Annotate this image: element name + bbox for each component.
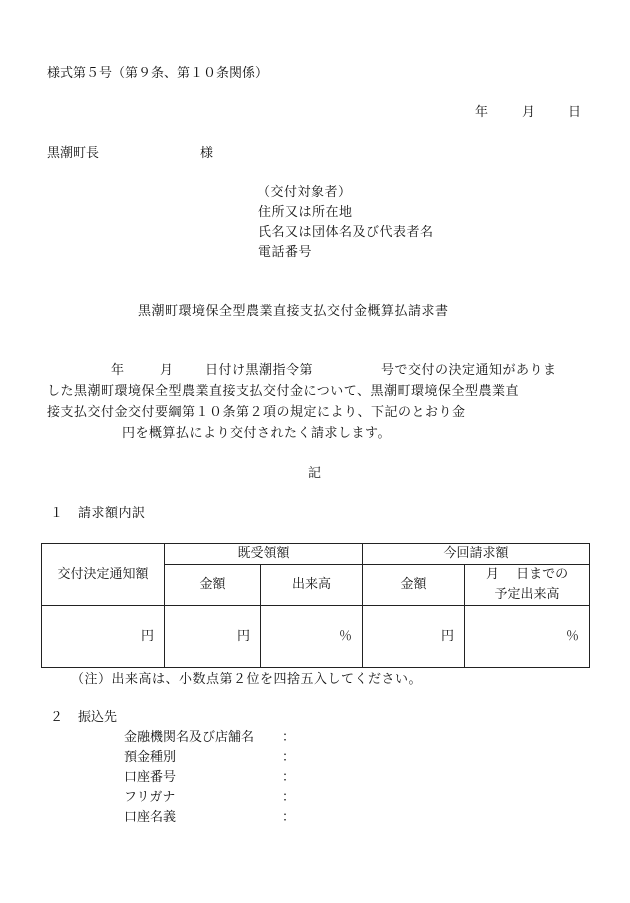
header-current-amount: 金額	[363, 565, 465, 606]
ki-heading: 記	[308, 466, 322, 481]
applicant-title: （交付対象者）	[257, 185, 352, 200]
furigana-colon: ：	[282, 790, 296, 805]
date-day: 日	[568, 105, 582, 120]
date-month: 月	[522, 105, 536, 120]
applicant-address-label: 住所又は所在地	[258, 205, 353, 220]
account-number-label: 口座番号	[124, 770, 177, 785]
cell-received-percent[interactable]: ％	[261, 606, 363, 668]
document-title: 黒潮町環境保全型農業直接支払交付金概算払請求書	[138, 304, 449, 319]
body-line4: 円を概算払により交付されたく請求します。	[122, 426, 391, 441]
applicant-phone-label: 電話番号	[258, 245, 313, 260]
section1-title: 請求額内訳	[78, 506, 146, 521]
header-current: 今回請求額	[363, 544, 590, 565]
body-month: 月	[160, 363, 174, 378]
account-number-row	[124, 769, 304, 786]
section1-number: １	[50, 506, 64, 521]
addressee-name: 黒潮町長	[47, 146, 100, 161]
cell-planned-percent[interactable]: ％	[465, 606, 590, 668]
account-holder-row	[124, 809, 304, 826]
header-decision-amount: 交付決定通知額	[42, 544, 165, 606]
deposit-type-label: 預金種別	[124, 750, 177, 765]
furigana-label: フリガナ	[124, 790, 176, 805]
form-number: 様式第５号（第９条、第１０条関係）	[47, 66, 269, 81]
cell-decision-yen[interactable]: 円	[42, 606, 165, 668]
body-line2: した黒潮町環境保全型農業直接支払交付金について、黒潮町環境保全型農業直	[47, 384, 519, 399]
table-row	[42, 606, 590, 668]
table-header-row	[42, 544, 590, 565]
furigana-row	[124, 789, 304, 806]
cell-current-yen[interactable]: 円	[363, 606, 465, 668]
applicant-name-label: 氏名又は団体名及び代表者名	[258, 225, 434, 240]
date-year: 年	[475, 105, 489, 120]
body-line3: 接支払交付金交付要綱第１０条第２項の規定により、下記のとおり金	[47, 405, 466, 420]
account-holder-colon: ：	[282, 810, 296, 825]
account-number-colon: ：	[282, 770, 296, 785]
body-mid: 日付け黒潮指令第	[205, 363, 314, 378]
bank-name-colon: ：	[282, 730, 296, 745]
table-note: （注）出来高は、小数点第２位を四捨五入してください。	[71, 672, 423, 687]
header-received-progress: 出来高	[261, 565, 363, 606]
header-planned-progress	[465, 565, 590, 606]
deposit-type-row	[124, 749, 304, 766]
claim-breakdown-table	[41, 543, 590, 668]
deposit-type-colon: ：	[282, 750, 296, 765]
header-received: 既受領額	[165, 544, 363, 565]
body-line1-end: 号で交付の決定通知がありま	[381, 363, 557, 378]
section2-number: ２	[50, 710, 64, 725]
addressee-honorific: 様	[200, 146, 214, 161]
account-holder-label: 口座名義	[124, 810, 177, 825]
planned-line2: 予定出来高	[494, 587, 560, 602]
cell-received-yen[interactable]: 円	[165, 606, 261, 668]
body-year: 年	[111, 363, 125, 378]
bank-name-row	[124, 729, 304, 746]
section2-title: 振込先	[78, 710, 118, 725]
planned-line1: 月 日までの	[485, 567, 569, 582]
bank-name-label: 金融機関名及び店舗名	[124, 730, 255, 745]
header-received-amount: 金額	[165, 565, 261, 606]
